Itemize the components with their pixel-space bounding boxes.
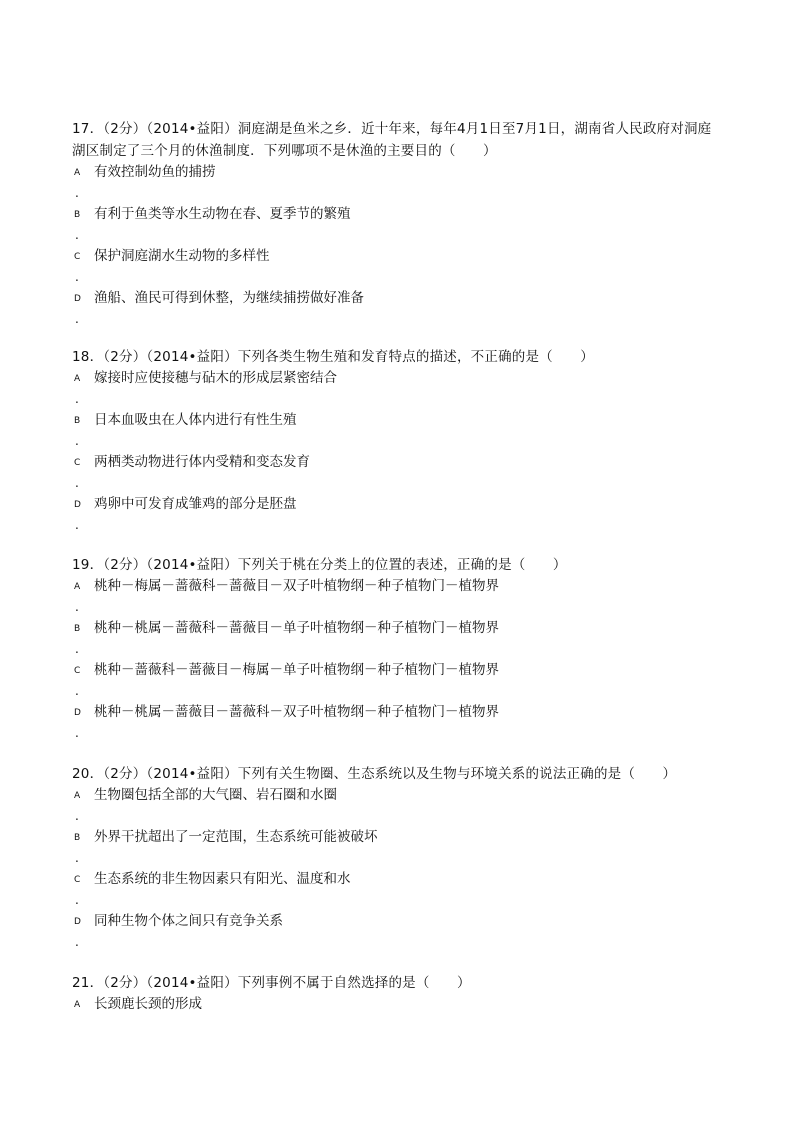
option-text: 渔船、渔民可得到休整，为继续捕捞做好准备: [94, 290, 364, 306]
option-b[interactable]: [72, 827, 724, 848]
option-letter: C: [74, 252, 81, 262]
option-dot: .: [75, 809, 79, 823]
option-c[interactable]: [72, 869, 724, 890]
option-letter: A: [74, 791, 81, 801]
option-letter: A: [74, 1000, 81, 1010]
option-text: 生物圈包括全部的大气圈、岩石圈和水圈: [94, 787, 337, 803]
option-letter: C: [74, 458, 81, 468]
option-d[interactable]: [72, 288, 724, 309]
option-letter: A: [74, 374, 81, 384]
option-marker-row: [72, 225, 724, 246]
option-letter: B: [74, 210, 81, 220]
option-marker-row: [72, 389, 724, 410]
option-text: 鸡卵中可发育成雏鸡的部分是胚盘: [94, 496, 297, 512]
option-d[interactable]: [72, 911, 724, 932]
option-a[interactable]: [72, 994, 724, 1015]
option-d[interactable]: [72, 494, 724, 515]
option-letter: D: [74, 917, 81, 927]
option-marker-row: [72, 932, 724, 953]
option-dot: .: [75, 186, 79, 200]
option-text: 嫁接时应使接穗与砧木的形成层紧密结合: [94, 370, 337, 386]
question-stem: 17．（2分）（2014•益阳）洞庭湖是鱼米之乡．近十年来，每年4月1日至7月1日，湖南省人民政府对洞庭湖区制定了三个月的休渔制度．下列哪项不是休渔的主要目的（ ）: [72, 121, 712, 159]
option-marker-row: [72, 431, 724, 452]
question-18: [72, 346, 724, 536]
option-text: 日本血吸虫在人体内进行有性生殖: [94, 412, 297, 428]
question-stem: 21．（2分）（2014•益阳）下列事例不属于自然选择的是（ ）: [72, 975, 471, 991]
option-letter: B: [74, 416, 81, 426]
option-letter: A: [74, 582, 81, 592]
option-text: 同种生物个体之间只有竞争关系: [94, 913, 283, 929]
option-letter: C: [74, 666, 81, 676]
option-text: 有效控制幼鱼的捕捞: [94, 164, 216, 180]
option-dot: .: [75, 270, 79, 284]
option-a[interactable]: [72, 368, 724, 389]
option-c[interactable]: [72, 452, 724, 473]
option-b[interactable]: [72, 204, 724, 225]
option-dot: .: [75, 312, 79, 326]
option-marker-row: [72, 806, 724, 827]
option-letter: A: [74, 168, 81, 178]
option-b[interactable]: [72, 410, 724, 431]
option-text: 有利于鱼类等水生动物在春、夏季节的繁殖: [94, 206, 351, 222]
option-marker-row: [72, 890, 724, 911]
option-a[interactable]: [72, 162, 724, 183]
option-text: 长颈鹿长颈的形成: [94, 996, 202, 1012]
option-marker-row: [72, 848, 724, 869]
option-letter: C: [74, 875, 81, 885]
question-stem: 20．（2分）（2014•益阳）下列有关生物圈、生态系统以及生物与环境关系的说法正确的是（ ）: [72, 766, 677, 782]
option-dot: .: [75, 600, 79, 614]
option-marker-row: [72, 309, 724, 330]
option-text: 两栖类动物进行体内受精和变态发育: [94, 454, 310, 470]
option-dot: .: [75, 228, 79, 242]
option-d[interactable]: [72, 702, 724, 723]
option-a[interactable]: [72, 576, 724, 597]
option-text: 桃种－桃属－蔷薇目－蔷薇科－双子叶植物纲－种子植物门－植物界: [94, 704, 499, 720]
option-c[interactable]: [72, 246, 724, 267]
question-19: [72, 554, 724, 744]
question-stem: 19．（2分）（2014•益阳）下列关于桃在分类上的位置的表述，正确的是（ ）: [72, 557, 567, 573]
option-marker-row: [72, 597, 724, 618]
option-dot: .: [75, 935, 79, 949]
option-c[interactable]: [72, 660, 724, 681]
option-text: 外界干扰超出了一定范围，生态系统可能被破坏: [94, 829, 378, 845]
option-letter: D: [74, 708, 81, 718]
option-a[interactable]: [72, 785, 724, 806]
option-letter: D: [74, 500, 81, 510]
option-marker-row: [72, 183, 724, 204]
option-dot: .: [75, 726, 79, 740]
option-text: 桃种－桃属－蔷薇科－蔷薇目－单子叶植物纲－种子植物门－植物界: [94, 620, 499, 636]
option-dot: .: [75, 518, 79, 532]
question-stem: 18．（2分）（2014•益阳）下列各类生物生殖和发育特点的描述，不正确的是（ ）: [72, 349, 594, 365]
option-text: 桃种－梅属－蔷薇科－蔷薇目－双子叶植物纲－种子植物门－植物界: [94, 578, 499, 594]
option-letter: B: [74, 624, 81, 634]
option-dot: .: [75, 851, 79, 865]
option-marker-row: [72, 473, 724, 494]
option-marker-row: [72, 639, 724, 660]
option-marker-row: [72, 681, 724, 702]
option-marker-row: [72, 267, 724, 288]
question-17: [72, 118, 724, 330]
option-dot: .: [75, 434, 79, 448]
question-20: [72, 763, 724, 953]
option-marker-row: [72, 515, 724, 536]
option-dot: .: [75, 642, 79, 656]
question-21: [72, 972, 724, 1015]
option-marker-row: [72, 723, 724, 744]
option-b[interactable]: [72, 618, 724, 639]
option-text: 保护洞庭湖水生动物的多样性: [94, 248, 270, 264]
option-letter: B: [74, 833, 81, 843]
option-dot: .: [75, 893, 79, 907]
option-dot: .: [75, 684, 79, 698]
option-dot: .: [75, 476, 79, 490]
option-text: 生态系统的非生物因素只有阳光、温度和水: [94, 871, 351, 887]
option-dot: .: [75, 392, 79, 406]
option-text: 桃种－蔷薇科－蔷薇目－梅属－单子叶植物纲－种子植物门－植物界: [94, 662, 499, 678]
option-letter: D: [74, 294, 81, 304]
